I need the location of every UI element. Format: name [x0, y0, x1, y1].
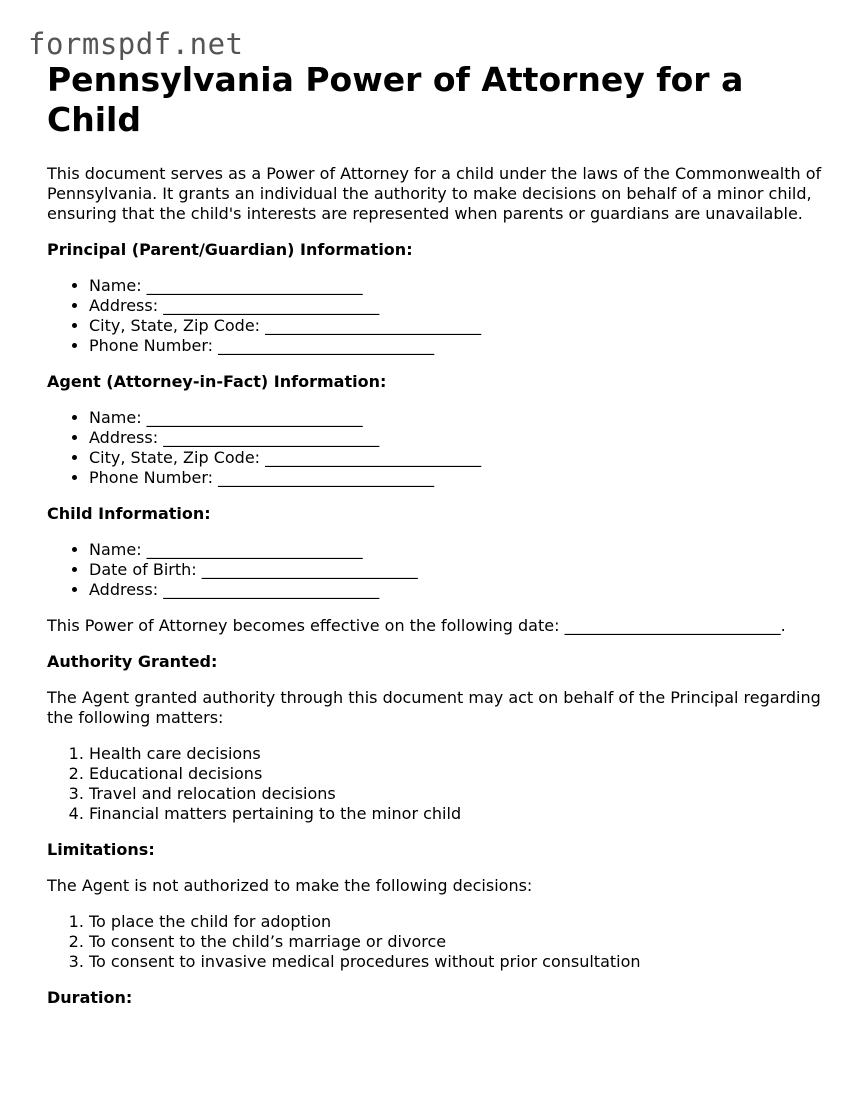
principal-name-field: • Name: ___________________________ [89, 276, 827, 296]
agent-heading: Agent (Attorney-in-Fact) Information: [47, 372, 387, 391]
intro-paragraph: This document serves as a Power of Attorney for a child under the laws of the Commonwealth of Pennsylvania. It grants an individual the authority to make decisions on behalf of a minor child, ensuring that the child's interests are represented when parents or guardians are unavailable. [47, 164, 822, 223]
limitation-item: 2. To consent to the child’s marriage or divorce [89, 932, 827, 952]
principal-address-field: • Address: ___________________________ [89, 296, 827, 316]
authority-item: 1. Health care decisions [89, 744, 827, 764]
authority-text: The Agent granted authority through this document may act on behalf of the Principal regarding the following matters: [47, 688, 821, 727]
principal-city-field: • City, State, Zip Code: ___________________________ [89, 316, 827, 336]
agent-fields [47, 408, 827, 488]
principal-phone-field: • Phone Number: ___________________________ [89, 336, 827, 356]
child-dob-field: • Date of Birth: ___________________________ [89, 560, 827, 580]
principal-heading: Principal (Parent/Guardian) Information: [47, 240, 413, 259]
child-fields [47, 540, 827, 600]
effective-date-paragraph: This Power of Attorney becomes effective on the following date: ___________________________. [47, 616, 786, 635]
limitations-text: The Agent is not authorized to make the following decisions: [47, 876, 533, 895]
page-title: Pennsylvania Power of Attorney for a Child [47, 60, 744, 139]
document-body [47, 60, 827, 1024]
authority-heading: Authority Granted: [47, 652, 218, 671]
duration-heading: Duration: [47, 988, 133, 1007]
agent-address-field: • Address: ___________________________ [89, 428, 827, 448]
authority-item: 3. Travel and relocation decisions [89, 784, 827, 804]
agent-name-field: • Name: ___________________________ [89, 408, 827, 428]
agent-phone-field: • Phone Number: ___________________________ [89, 468, 827, 488]
child-heading: Child Information: [47, 504, 211, 523]
agent-city-field: • City, State, Zip Code: ___________________________ [89, 448, 827, 468]
watermark: formspdf.net [28, 27, 244, 61]
authority-item: 2. Educational decisions [89, 764, 827, 784]
limitations-list [47, 912, 827, 972]
child-name-field: • Name: ___________________________ [89, 540, 827, 560]
limitation-item: 3. To consent to invasive medical procedures without prior consultation [89, 952, 827, 972]
authority-item: 4. Financial matters pertaining to the minor child [89, 804, 827, 824]
limitation-item: 1. To place the child for adoption [89, 912, 827, 932]
limitations-heading: Limitations: [47, 840, 155, 859]
child-address-field: • Address: ___________________________ [89, 580, 827, 600]
authority-list [47, 744, 827, 824]
principal-fields [47, 276, 827, 356]
